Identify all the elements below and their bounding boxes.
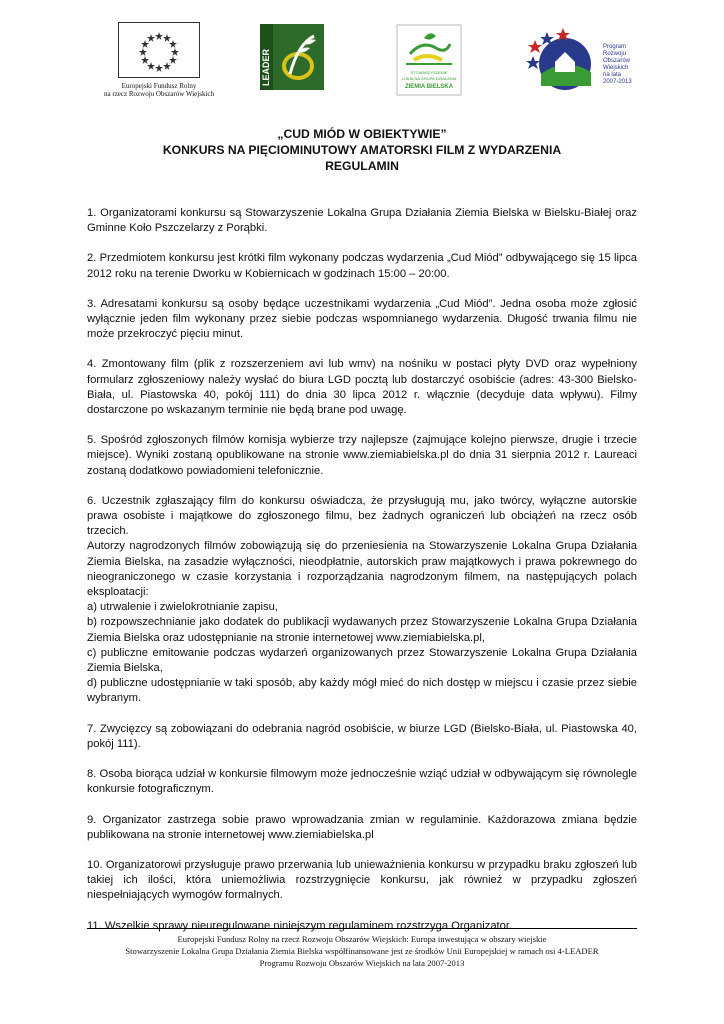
ziemia-label-2: LOKALNA GRUPA DZIAŁANIA [401, 76, 457, 81]
paragraph-6e: c) publiczne emitowanie podczas wydarzeń organizowanych przez Stowarzyszenie Lokalna Grupa Działania Ziemia Bielska, [87, 646, 637, 675]
eu-logo [98, 22, 220, 98]
paragraph-6c: a) utrwalenie i zwielokrotnianie zapisu, [87, 601, 278, 614]
prow-logo-icon [525, 26, 601, 96]
footer-line-1: Europejski Fundusz Rolny na rzecz Rozwoju Obszarów Wiejskich: Europa inwestująca w obszary wiejskie [177, 934, 547, 944]
leader-logo-icon [260, 24, 324, 90]
footer-line-3: Programu Rozwoju Obszarów Wiejskich na lata 2007-2013 [259, 958, 465, 968]
paragraph-3: 3. Adresatami konkursu są osoby będące uczestnikami wydarzenia „Cud Miód”. Jedna osoba może zgłosić wyłącznie jeden film wykonany przez siebie podczas wspomnianego wydarzenia. Długość trwania filmu nie może przekroczyć pięciu minut. [87, 297, 637, 341]
eu-caption-line-1: Europejski Fundusz Rolny [121, 82, 197, 90]
title-line-2: KONKURS NA PIĘCIOMINUTOWY AMATORSKI FILM Z WYDARZENIA [162, 143, 562, 157]
prow-label: Program Rozwoju Obszarów Wiejskich na lata 2007-2013 [603, 44, 632, 85]
ziemia-label-1: STOWARZYSZENIE [410, 70, 448, 75]
ziemia-bielska-logo-icon [396, 24, 462, 96]
paragraph-5: 5. Spośród zgłoszonych filmów komisja wybierze trzy najlepsze (zajmujące kolejno pierwsze, drugie i trzecie miejsce). Wyniki zostaną opublikowane na stronie www.ziemiabielska.pl do dnia 31 sierpnia 2012 r. Laureaci zostaną dodatkowo powiadomieni telefonicznie. [87, 434, 637, 477]
paragraph-11: 11. Wszelkie sprawy nieuregulowane niniejszym regulaminem rozstrzyga Organizator. [87, 919, 513, 932]
paragraph-1: 1. Organizatorami konkursu są Stowarzyszenie Lokalna Grupa Działania Ziemia Bielska w Bielsku-Białej oraz Gminne Koło Pszczelarzy z Porąbki. [87, 207, 637, 235]
title-line-3: REGULAMIN [325, 159, 399, 173]
eu-caption-line-2: na rzecz Rozwoju Obszarów Wiejskich [104, 90, 214, 98]
document-title [0, 126, 724, 174]
paragraph-6f: d) publiczne udostępnianie w taki sposób, aby każdy mógł mieć do nich dostęp w miejscu i czasie przez siebie wybranym. [87, 677, 637, 705]
eu-caption [98, 82, 220, 98]
paragraph-9: 9. Organizator zastrzega sobie prawo wprowadzania zmian w regulaminie. Każdorazowa zmiana będzie publikowana na stronie internetowej www.ziemiabielska.pl [87, 813, 637, 841]
paragraph-6d: b) rozpowszechnianie jako dodatek do publikacji wydawanych przez Stowarzyszenie Lokalna Grupa Działania Ziemia Bielska oraz udostępnianie na stronie internetowej www.ziemiabielska.pl, [87, 616, 637, 644]
leader-label: LEADER [261, 48, 271, 86]
ziemia-bielska-logo [396, 24, 462, 96]
logo-header [0, 18, 724, 108]
paragraph-10: 10. Organizatorowi przysługuje prawo przerwania lub unieważnienia konkursu w przypadku braku zgłoszeń lub takiej ich ilości, która uniemożliwia rozstrzygnięcie konkursu, jak również w przypadku zgłoszeń niespełniających wymogów formalnych. [87, 858, 637, 902]
paragraph-6a: 6. Uczestnik zgłaszający film do konkursu oświadcza, że przysługują mu, jako twórcy, wyłączne autorskie prawa osobiste i majątkowe do zgłoszonego filmu, bez żadnych ograniczeń lub obciążeń na rzecz osób trzecich. [87, 494, 637, 538]
prow-logo [525, 26, 633, 96]
paragraph-7: 7. Zwycięzcy są zobowiązani do odebrania nagród osobiście, w biurze LGD (Bielsko-Biała, ul. Piastowska 40, pokój 111). [87, 722, 637, 750]
paragraph-4: 4. Zmontowany film (plik z rozszerzeniem avi lub wmv) na nośniku w postaci płyty DVD oraz wypełniony formularz zgłoszeniowy należy wysłać do biura LGD pocztą lub dostarczyć osobiście (adres: 43-300 Bielsko-Biała, ul. Piastowska 40, pokój 111) do dnia 30 lipca 2012 r. włącznie (decyduje data wpływu). Filmy dostarczone po wskazanym terminie nie będą brane pod uwagę. [87, 358, 637, 417]
footer-line-2: Stowarzyszenie Lokalna Grupa Działania Ziemia Bielska współfinansowane jest ze środków Unii Europejskiej w ramach osi 4-LEADER [125, 946, 599, 956]
regulations-body [87, 206, 637, 949]
eu-flag-icon [118, 22, 200, 78]
leader-logo [260, 24, 324, 90]
title-line-1: „CUD MIÓD W OBIEKTYWIE” [277, 127, 447, 141]
paragraph-2: 2. Przedmiotem konkursu jest krótki film wykonany podczas wydarzenia „Cud Miód” odbywającego się 15 lipca 2012 roku na terenie Dworku w Kobiernicach w godzinach 15:00 – 20:00. [87, 252, 637, 280]
paragraph-6b: Autorzy nagrodzonych filmów zobowiązują się do przeniesienia na Stowarzyszenie Lokalna Grupa Działania Ziemia Bielska, na zasadzie wyłączności, nieodpłatnie, autorskich praw majątkowych i prawa pokrewnego do nieograniczonego w czasie korzystania i rozporządzania nagrodzonym filmem, na następujących polach eksploatacji: [87, 540, 637, 599]
ziemia-label-3: ZIEMIA BIELSKA [404, 84, 454, 90]
page-footer [87, 928, 637, 969]
paragraph-8: 8. Osoba biorąca udział w konkursie filmowym może jednocześnie wziąć udział w odbywającym się równolegle konkursie fotograficznym. [87, 768, 637, 796]
